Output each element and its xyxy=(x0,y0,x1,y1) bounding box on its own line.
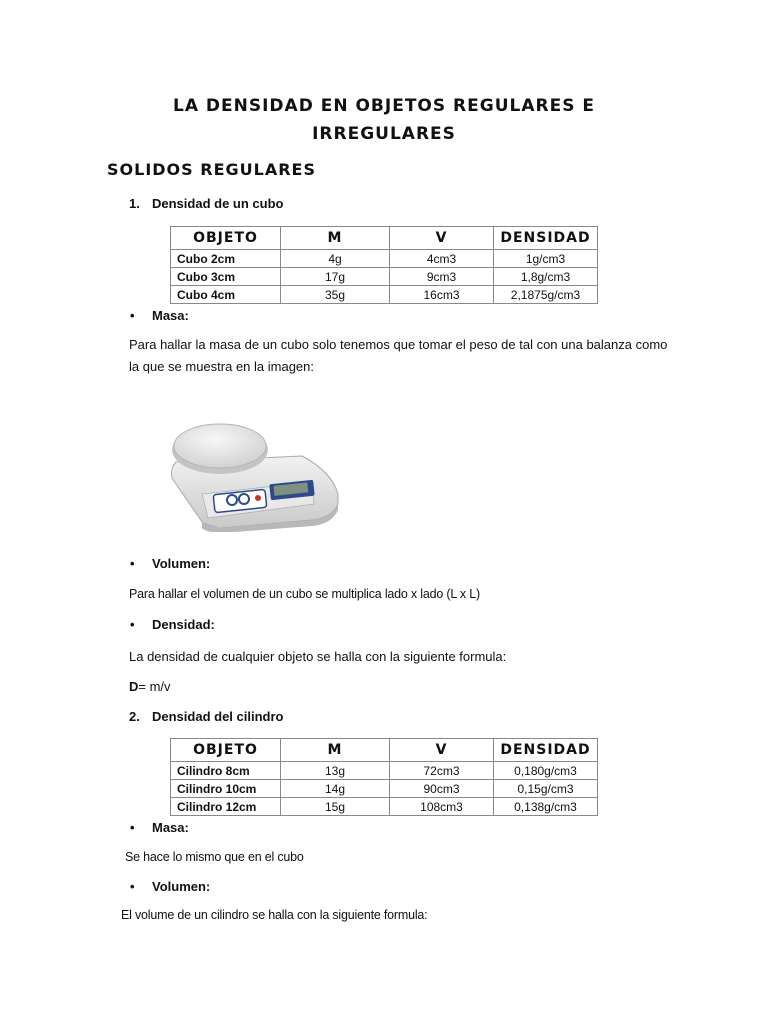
table-row xyxy=(171,780,598,798)
bullet-dot: • xyxy=(130,879,135,894)
item-number: 2. xyxy=(129,709,140,724)
cylinder-density-table xyxy=(170,738,598,816)
column-header: DENSIDAD xyxy=(494,739,598,762)
document-title xyxy=(0,92,768,148)
table-cell: 1g/cm3 xyxy=(494,250,598,268)
section-heading: SOLIDOS REGULARES xyxy=(107,160,316,179)
item-number: 1. xyxy=(129,196,140,211)
volumen-paragraph: Para hallar el volumen de un cubo se multiplica lado x lado (L x L) xyxy=(129,587,480,601)
table-cell: 4g xyxy=(281,250,390,268)
volumen2-paragraph: El volume de un cilindro se halla con la siguiente formula: xyxy=(121,908,428,922)
table-header-row xyxy=(171,227,598,250)
bullet-label: Volumen: xyxy=(152,879,211,894)
table-cell: Cilindro 10cm xyxy=(171,780,281,798)
table-cell: 0,138g/cm3 xyxy=(494,798,598,816)
densidad-paragraph: La densidad de cualquier objeto se halla con la siguiente formula: xyxy=(129,649,507,664)
table-row xyxy=(171,286,598,304)
table-cell: Cilindro 8cm xyxy=(171,762,281,780)
numbered-item-2 xyxy=(129,709,283,724)
table-cell: 15g xyxy=(281,798,390,816)
column-header: V xyxy=(390,227,494,250)
bullet-dot: • xyxy=(130,556,135,571)
column-header: OBJETO xyxy=(171,227,281,250)
density-formula xyxy=(129,676,171,698)
bullet-label: Masa: xyxy=(152,820,189,835)
bullet-label: Densidad: xyxy=(152,617,215,632)
bullet-label: Masa: xyxy=(152,308,189,323)
table-cell: 0,15g/cm3 xyxy=(494,780,598,798)
table-row xyxy=(171,798,598,816)
column-header: M xyxy=(281,739,390,762)
table-header-row xyxy=(171,739,598,762)
table-cell: Cubo 3cm xyxy=(171,268,281,286)
table-row xyxy=(171,250,598,268)
table-cell: 1,8g/cm3 xyxy=(494,268,598,286)
formula-expression: = m/v xyxy=(138,679,171,694)
table-cell: 14g xyxy=(281,780,390,798)
table-cell: Cubo 2cm xyxy=(171,250,281,268)
masa2-paragraph: Se hace lo mismo que en el cubo xyxy=(125,850,304,864)
item-label: Densidad del cilindro xyxy=(152,709,284,724)
cube-density-table xyxy=(170,226,598,304)
table-cell: 16cm3 xyxy=(390,286,494,304)
bullet-dot: • xyxy=(130,308,135,323)
table-cell: 35g xyxy=(281,286,390,304)
column-header: DENSIDAD xyxy=(494,227,598,250)
bullet-dot: • xyxy=(130,820,135,835)
table-cell: 90cm3 xyxy=(390,780,494,798)
table-cell: 0,180g/cm3 xyxy=(494,762,598,780)
title-line-1: LA DENSIDAD EN OBJETOS REGULARES E xyxy=(173,96,595,116)
bullet-masa-2 xyxy=(130,820,189,835)
table-cell: Cilindro 12cm xyxy=(171,798,281,816)
bullet-masa xyxy=(130,308,189,323)
item-label: Densidad de un cubo xyxy=(152,196,284,211)
table-row xyxy=(171,268,598,286)
table-cell: 9cm3 xyxy=(390,268,494,286)
table-cell: 72cm3 xyxy=(390,762,494,780)
numbered-item-1 xyxy=(129,196,283,211)
masa-paragraph: Para hallar la masa de un cubo solo tenemos que tomar el peso de tal con una balanza como la que se muestra en la imagen: xyxy=(129,337,668,374)
table-row xyxy=(171,762,598,780)
table-cell: 17g xyxy=(281,268,390,286)
bullet-volumen-2 xyxy=(130,879,210,894)
table-cell: Cubo 4cm xyxy=(171,286,281,304)
column-header: V xyxy=(390,739,494,762)
table-cell: 13g xyxy=(281,762,390,780)
bullet-label: Volumen: xyxy=(152,556,211,571)
table-cell: 4cm3 xyxy=(390,250,494,268)
table-cell: 2,1875g/cm3 xyxy=(494,286,598,304)
kitchen-scale-image xyxy=(162,412,342,532)
formula-symbol: D xyxy=(129,679,139,694)
table-cell: 108cm3 xyxy=(390,798,494,816)
title-line-2: IRREGULARES xyxy=(312,124,456,144)
column-header: M xyxy=(281,227,390,250)
column-header: OBJETO xyxy=(171,739,281,762)
bullet-dot: • xyxy=(130,617,135,632)
bullet-densidad xyxy=(130,617,215,632)
bullet-volumen xyxy=(130,556,210,571)
